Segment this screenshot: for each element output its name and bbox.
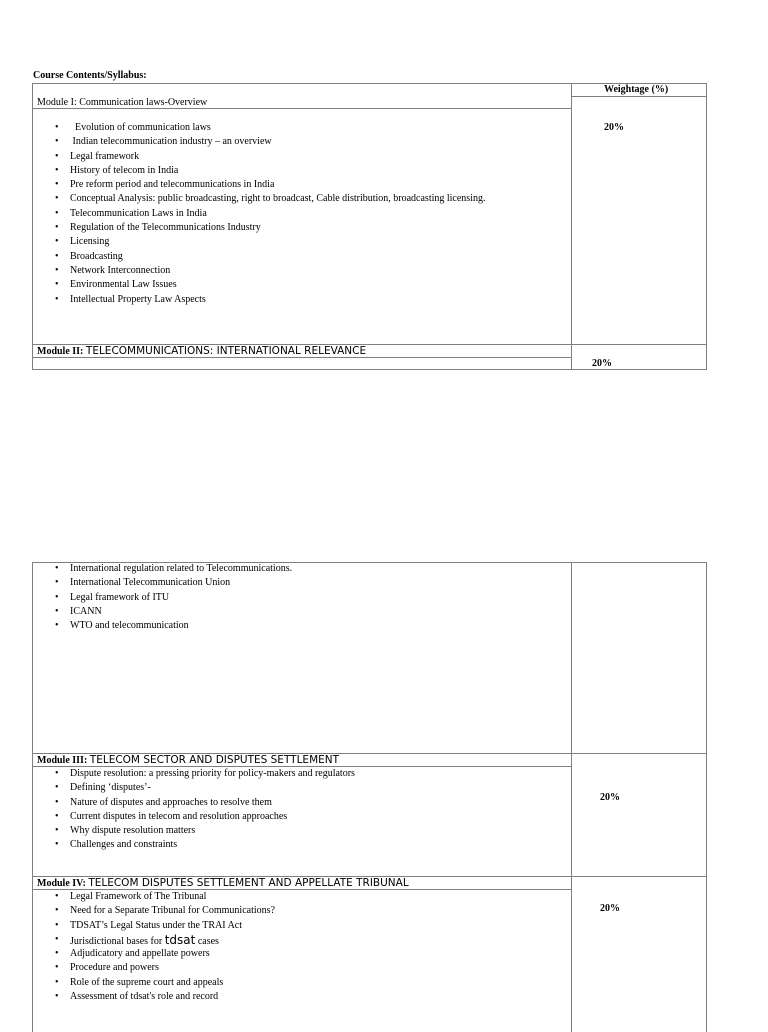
list-item: • Defining ‘disputes’-	[33, 781, 568, 795]
list-item: • Need for a Separate Tribunal for Communications?	[33, 904, 568, 918]
list-item: • Telecommunication Laws in India	[33, 207, 568, 221]
list-item: • Assessment of tdsat's role and record	[33, 990, 568, 1004]
module1-title: Module I: Communication laws-Overview	[37, 97, 208, 108]
list-item: • Nature of disputes and approaches to resolve them	[33, 796, 568, 810]
module4-weight: 20%	[600, 903, 620, 914]
module2-weight: 20%	[592, 358, 612, 369]
list-item: • Environmental Law Issues	[33, 278, 568, 292]
list-item: • History of telecom in India	[33, 164, 568, 178]
list-item: • Legal Framework of The Tribunal	[33, 890, 568, 904]
list-item: • Regulation of the Telecommunications Industry	[33, 221, 568, 235]
jurisdiction-prefix: Jurisdictional bases for	[70, 935, 165, 947]
header-divider	[571, 96, 707, 97]
list-item: • Legal framework	[33, 150, 568, 164]
list-item: • Evolution of communication laws	[33, 121, 568, 135]
module3-heading: TELECOM SECTOR AND DISPUTES SETTLEMENT	[89, 754, 340, 766]
list-item: • Legal framework of ITU	[33, 591, 568, 605]
list-item: • WTO and telecommunication	[33, 619, 568, 633]
list-item: • Dispute resolution: a pressing priority for policy-makers and regulators	[33, 767, 568, 781]
column-divider	[571, 562, 572, 1032]
module3-label: Module III:	[37, 755, 90, 766]
list-item: • Broadcasting	[33, 250, 568, 264]
module2-label: Module II:	[37, 346, 86, 357]
jurisdiction-suffix: cases	[195, 935, 219, 947]
module2-title-divider	[32, 357, 571, 358]
weightage-header: Weightage (%)	[604, 84, 669, 95]
module2-topic-list	[33, 562, 568, 633]
list-item: • International regulation related to Telecommunications.	[33, 562, 568, 576]
module3-title	[37, 754, 339, 766]
list-item: • TDSAT’s Legal Status under the TRAI Act	[33, 919, 568, 933]
module3-weight: 20%	[600, 792, 620, 803]
list-item: • Licensing	[33, 235, 568, 249]
list-item: • Indian telecommunication industry – an overview	[33, 135, 568, 149]
list-item: • Current disputes in telecom and resolution approaches	[33, 810, 568, 824]
list-item: • Network Interconnection	[33, 264, 568, 278]
section-heading: Course Contents/Syllabus:	[33, 70, 147, 81]
list-item: • Role of the supreme court and appeals	[33, 976, 568, 990]
tdsat-term: tdsat	[164, 932, 196, 947]
list-item: • ICANN	[33, 605, 568, 619]
list-item	[33, 933, 568, 947]
module1-weight: 20%	[604, 122, 624, 133]
module4-title	[37, 877, 409, 889]
list-item: • Intellectual Property Law Aspects	[33, 293, 568, 307]
module4-label: Module IV:	[37, 878, 89, 889]
list-item: • Adjudicatory and appellate powers	[33, 947, 568, 961]
list-item: • Procedure and powers	[33, 961, 568, 975]
module2-title	[37, 345, 366, 357]
module4-topic-list	[33, 890, 568, 1004]
column-divider	[571, 83, 572, 370]
list-item: • International Telecommunication Union	[33, 576, 568, 590]
module2-heading: TELECOMMUNICATIONS: INTERNATIONAL RELEVANCE	[85, 345, 367, 357]
module3-topic-list	[33, 767, 568, 853]
list-item: • Why dispute resolution matters	[33, 824, 568, 838]
module1-topic-list	[33, 121, 568, 307]
list-item: • Conceptual Analysis: public broadcasting, right to broadcast, Cable distribution, broadcasting licensing.	[33, 192, 568, 206]
list-item: • Pre reform period and telecommunications in India	[33, 178, 568, 192]
module1-title-divider	[32, 108, 571, 109]
module4-heading: TELECOM DISPUTES SETTLEMENT AND APPELLATE TRIBUNAL	[88, 877, 409, 889]
list-item: • Challenges and constraints	[33, 838, 568, 852]
